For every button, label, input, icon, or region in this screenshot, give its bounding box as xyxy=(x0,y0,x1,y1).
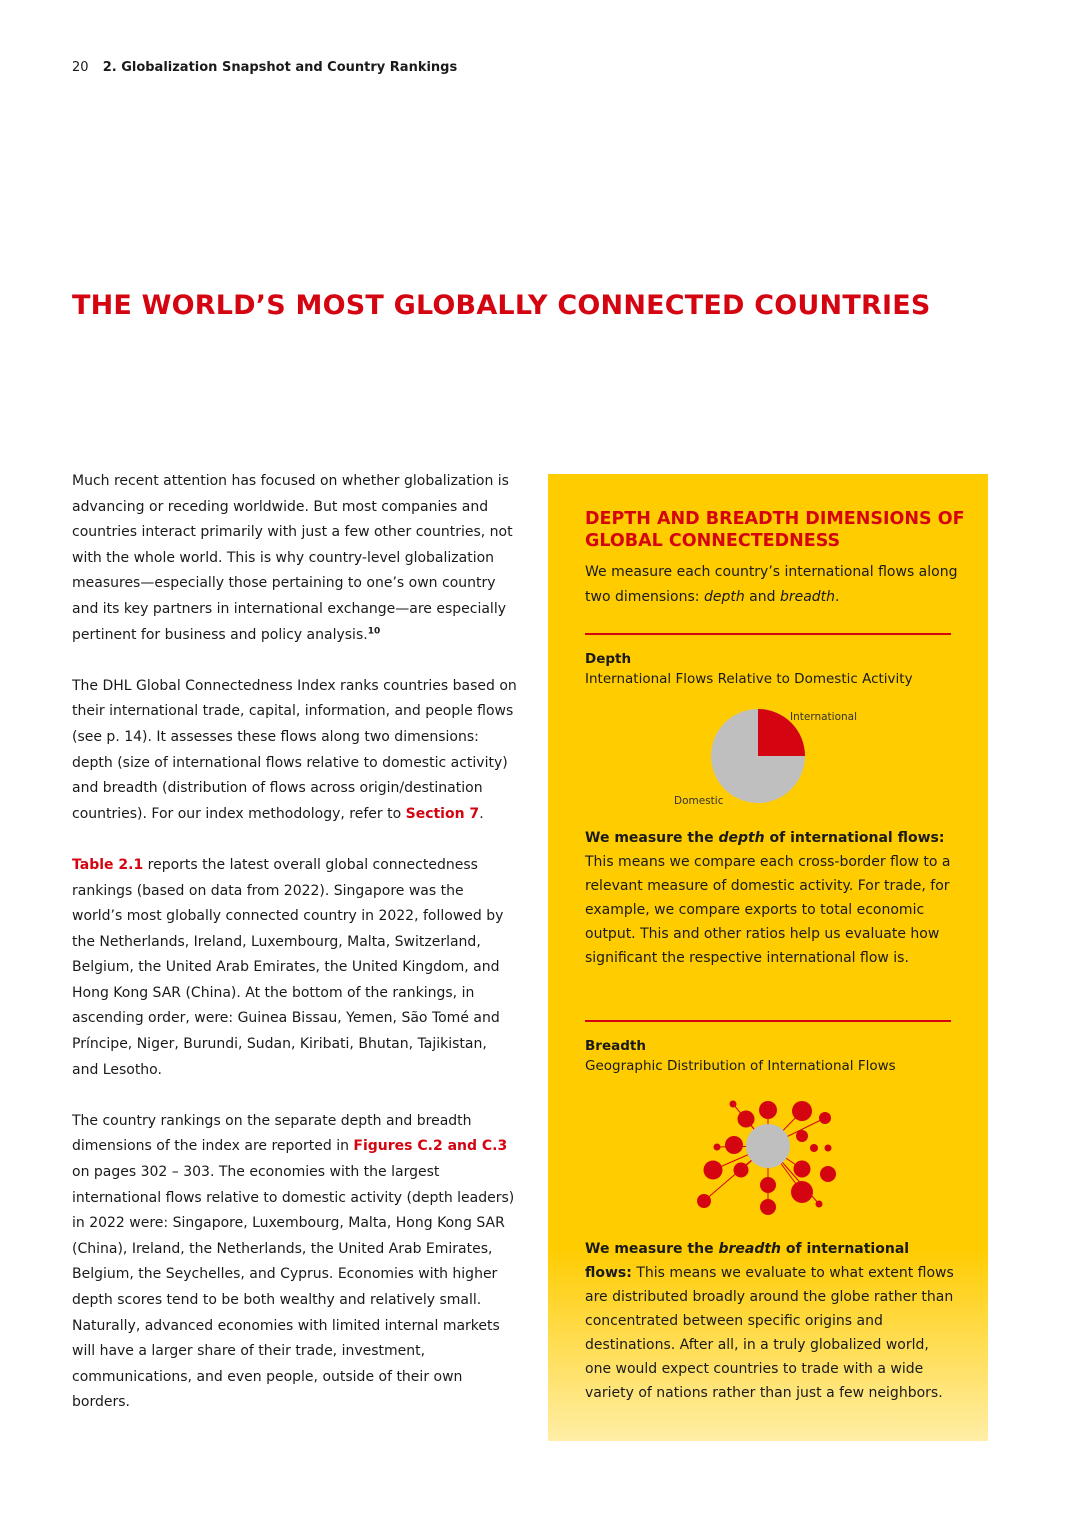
page-title: THE WORLD’S MOST GLOBALLY CONNECTED COUNTRIES xyxy=(72,290,931,321)
page-number: 20 xyxy=(72,60,89,75)
breadth-paragraph: We measure the breadth of international flows: This means we evaluate to what extent flows are distributed broadly around the globe rather than concentrated between specific origins and destinations. After all, in a truly globalized world, one would expect countries to trade with a wide variety of nations rather than just a few neighbors. xyxy=(585,1241,954,1401)
depth-heading: Depth xyxy=(585,651,632,667)
depth-heading-block xyxy=(585,649,913,689)
main-column xyxy=(72,469,517,1442)
section-7-link[interactable]: Section 7 xyxy=(405,805,480,822)
paragraph-4: The country rankings on the separate depth and breadth dimensions of the index are reported in Figures C.2 and C.3 on pages 302 – 303. The economies with the largest international flows relative to domestic activity (depth leaders) in 2022 were: Singapore, Luxembourg, Malta, Hong Kong SAR (China), Ireland, the Netherlands, the United Arab Emirates, Belgium, the Seychelles, and Cyprus. Economies with higher depth scores tend to be both wealthy and relatively small. Naturally, advanced economies with limited internal markets will have a larger share of their trade, investment, communications, and even people, outside of their own borders. xyxy=(72,1112,515,1411)
figures-link[interactable]: Figures C.2 and C.3 xyxy=(353,1138,508,1155)
breadth-heading-block xyxy=(585,1036,896,1076)
table-2-1-link[interactable]: Table 2.1 xyxy=(72,856,144,873)
divider xyxy=(585,1020,951,1022)
paragraph-3: Table 2.1 reports the latest overall global connectedness rankings (based on data from 2022). Singapore was the world’s most globally connected country in 2022, followed by the Netherlands, Ireland, Luxembourg, Malta, Switzerland, Belgium, the United Arab Emirates, the United Kingdom, and Hong Kong SAR (China). At the bottom of the rankings, in ascending order, were: Guinea Bissau, Yemen, São Tomé and Príncipe, Niger, Burundi, Sudan, Kiribati, Bhutan, Tajikistan, and Lesotho. xyxy=(72,856,504,1078)
paragraph-2: The DHL Global Connectedness Index ranks countries based on their international trade, capital, information, and people flows (see p. 14). It assesses these flows along two dimensions: depth (size of international flows relative to domestic activity) and breadth (distribution of flows across origin/destination countries). For our index methodology, refer to Section 7. xyxy=(72,677,517,822)
running-header xyxy=(72,60,457,75)
depth-subheading: International Flows Relative to Domestic Activity xyxy=(585,671,913,687)
divider xyxy=(585,633,951,635)
pie-label-domestic: Domestic xyxy=(674,795,724,807)
pie-label-international: International xyxy=(790,711,858,723)
section-title: 2. Globalization Snapshot and Country Rankings xyxy=(102,60,458,75)
breadth-subheading: Geographic Distribution of International Flows xyxy=(585,1058,896,1074)
hub-node xyxy=(746,1124,790,1168)
breadth-heading: Breadth xyxy=(585,1038,646,1054)
sidebar-intro: We measure each country’s international flows along two dimensions: depth and breadth. xyxy=(585,564,958,605)
depth-pie-chart xyxy=(660,702,870,812)
paragraph-1: Much recent attention has focused on whether globalization is advancing or receding worldwide. But most companies and countries interact primarily with just a few other countries, not with the whole world. This is why country-level globalization measures—especially those pertaining to one’s own country and its key partners in international exchange—are especially pertinent for business and policy analysis.$^{10}$ xyxy=(72,473,513,643)
breadth-network-diagram xyxy=(688,1094,848,1219)
sidebar-title: DEPTH AND BREADTH DIMENSIONS OF GLOBAL CONNECTEDNESS xyxy=(585,509,965,551)
sidebar-box xyxy=(548,474,988,1441)
depth-paragraph: We measure the depth of international flows: This means we compare each cross-border flow to a relevant measure of domestic activity. For trade, for example, we compare exports to total economic output. This and other ratios help us evaluate how significant the respective international flow is. xyxy=(585,830,951,966)
footnote-ref[interactable]: 10 xyxy=(367,625,381,636)
